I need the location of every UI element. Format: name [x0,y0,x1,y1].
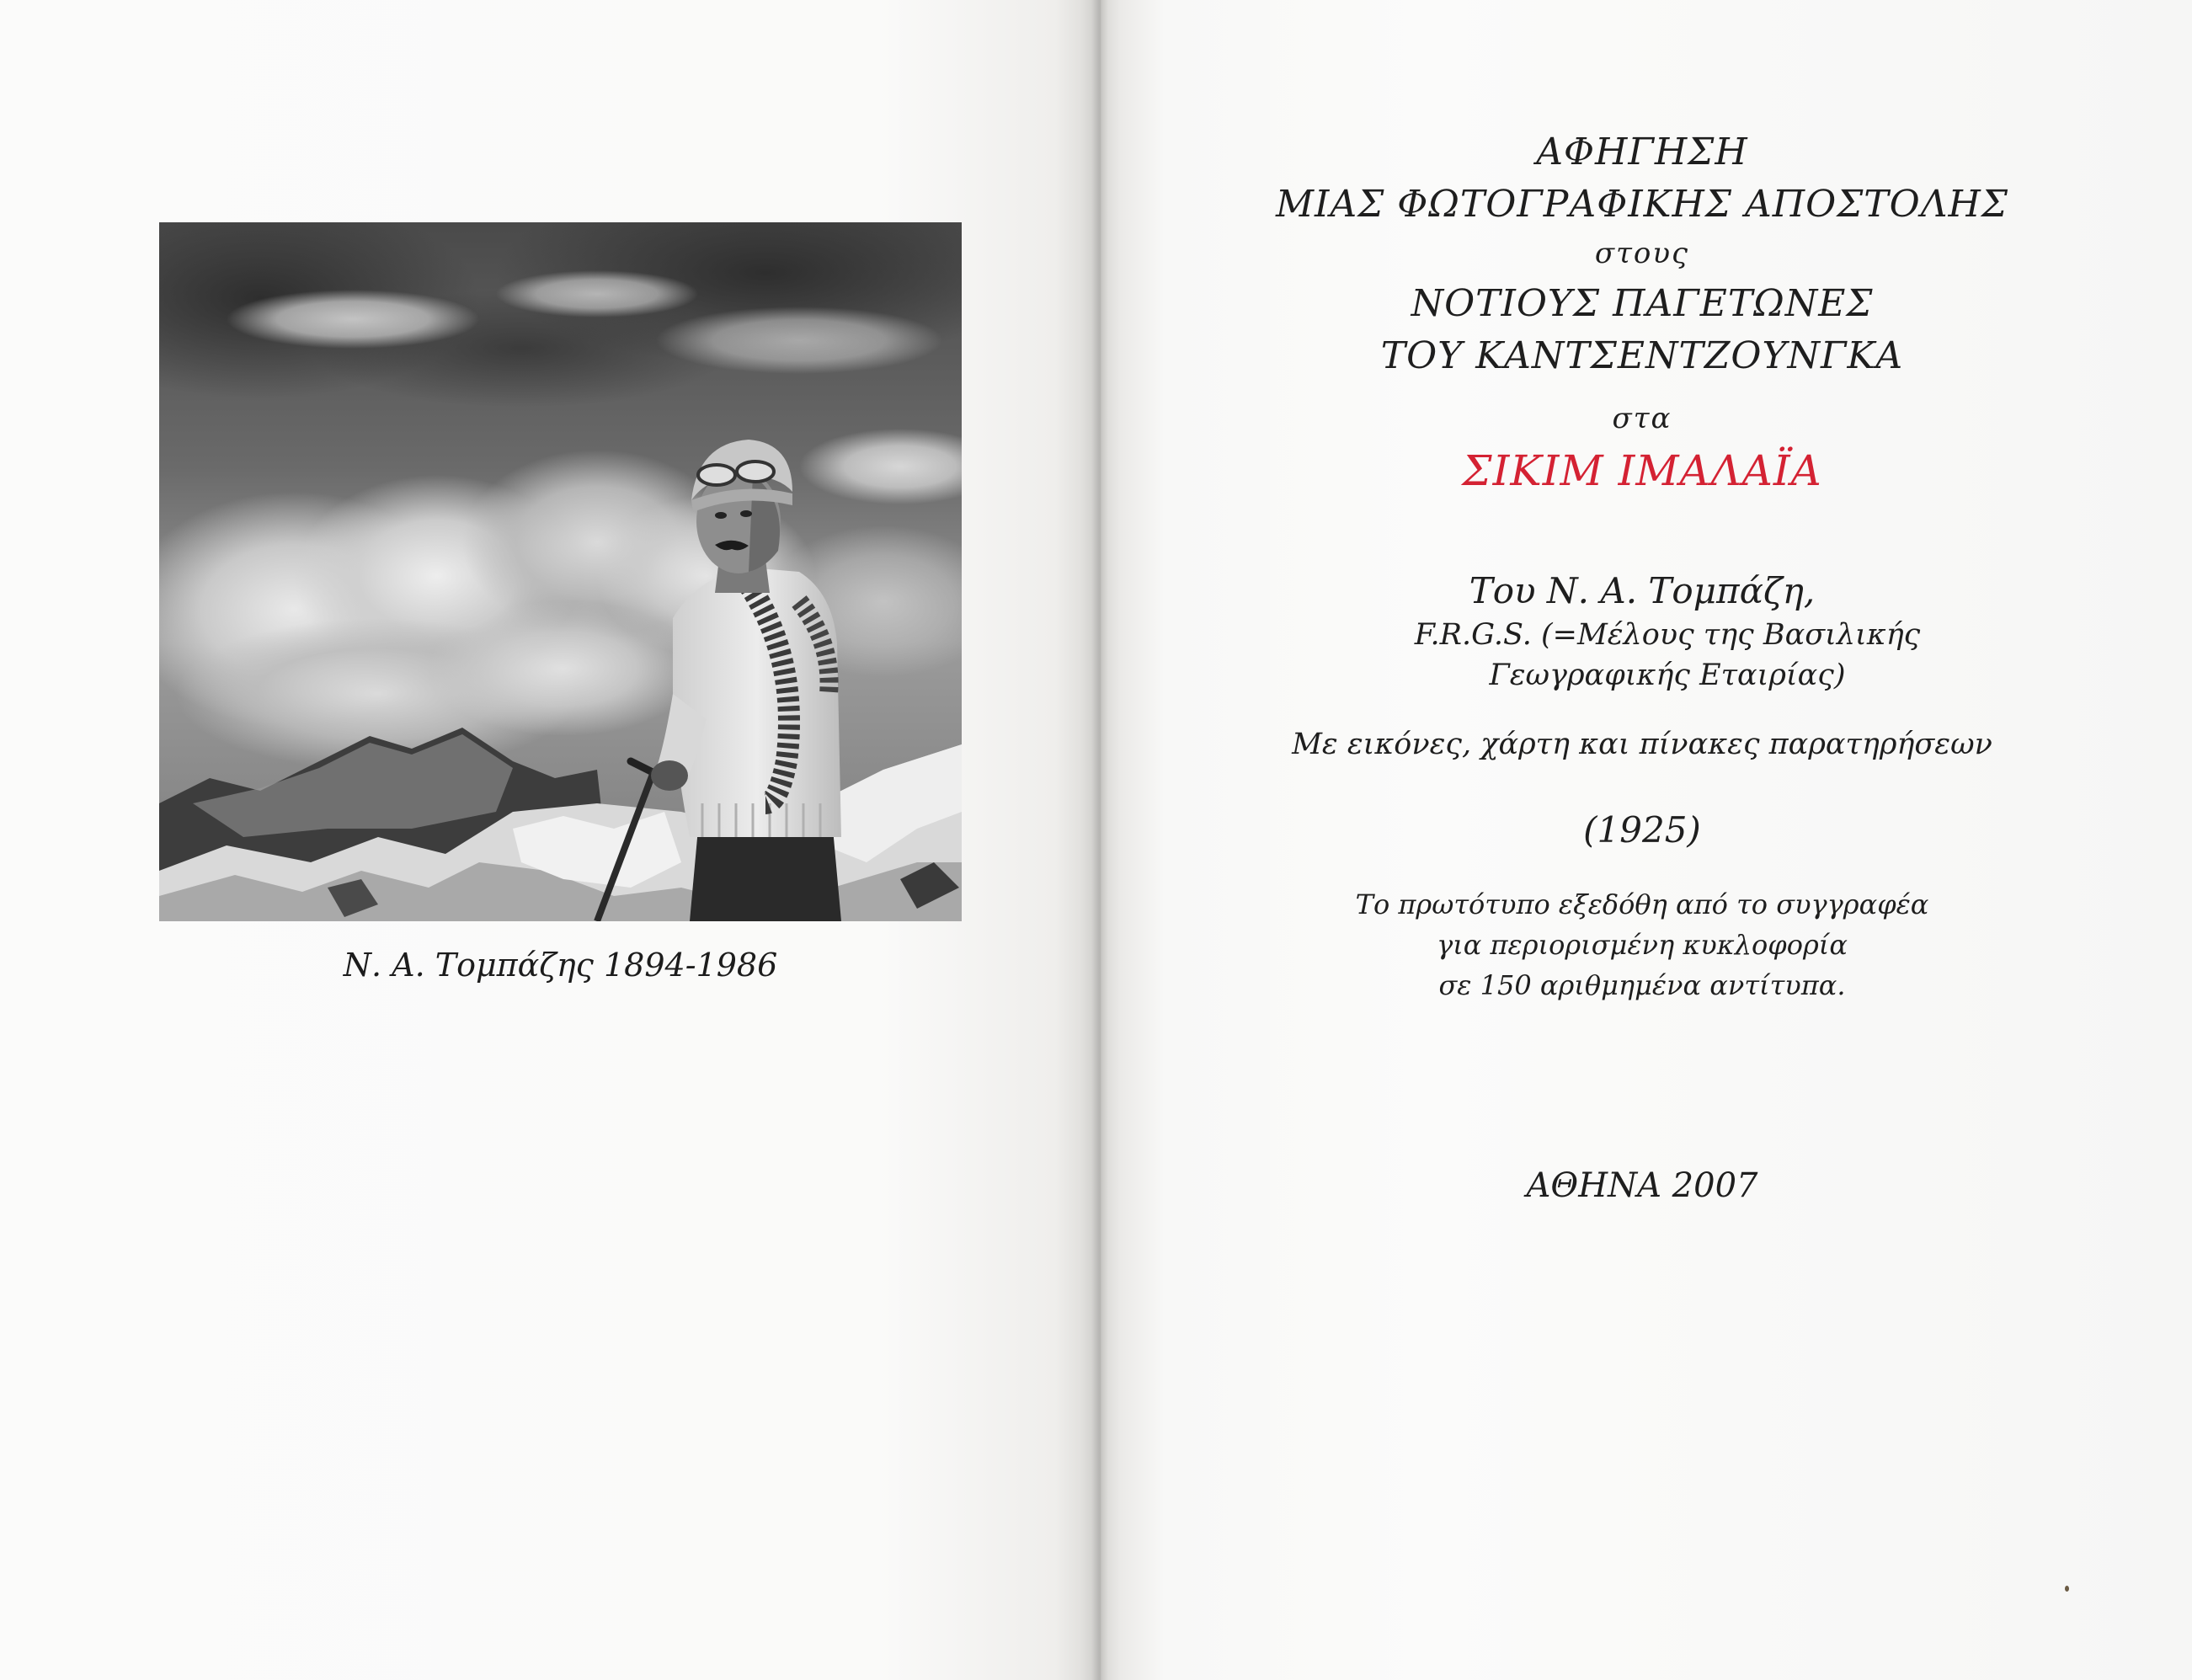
affiliation-line-1: F.R.G.S. (=Μέλους της Βασιλικής [1414,618,1921,652]
contents-note: Με εικόνες, χάρτη και πίνακες παρατηρήσεων [1292,728,1992,761]
region-title: ΣΙΚΙΜ ΙΜΑΛΑΪΑ [1462,446,1822,495]
mountaineer-photo-image [159,222,962,921]
photo-caption: Ν. Α. Τομπάζης 1894-1986 [343,947,778,984]
portrait-photo [159,222,962,921]
original-year: (1925) [1583,809,1701,851]
affiliation-line-2: Γεωγραφικής Εταιρίας) [1489,659,1846,692]
title-line-2: ΜΙΑΣ ΦΩΤΟΓΡΑΦΙΚΗΣ ΑΠΟΣΤΟΛΗΣ [1276,183,2008,226]
title-section [1196,126,2088,231]
edition-note-line-1: Το πρωτότυπο εξεδόθη από το συγγραφέα [1355,888,1929,920]
imprint: ΑΘΗΝΑ 2007 [1526,1166,1758,1205]
edition-note-line-3: σε 150 αριθμημένα αντίτυπα. [1438,969,1846,1001]
edition-note [1196,884,2088,1005]
connector-sta: στα [1612,402,1672,435]
place-line-1: ΝΟΤΙΟΥΣ ΠΑΓΕΤΩΝΕΣ [1411,282,1874,325]
edition-note-line-2: για περιορισμένη κυκλοφορία [1437,929,1848,961]
book-gutter [1091,0,1108,1680]
title-page-text [1196,126,2088,1209]
paper-speck [2065,1586,2069,1592]
place-line-2: ΤΟΥ ΚΑΝΤΣΕΝΤΖΟΥΝΓΚΑ [1380,334,1904,377]
connector-stous: στους [1594,237,1690,270]
place-section [1196,278,2088,382]
title-line-1: ΑΦΗΓΗΣΗ [1536,131,1748,173]
author-line: Του Ν. Α. Τομπάζη, [1469,570,1816,611]
